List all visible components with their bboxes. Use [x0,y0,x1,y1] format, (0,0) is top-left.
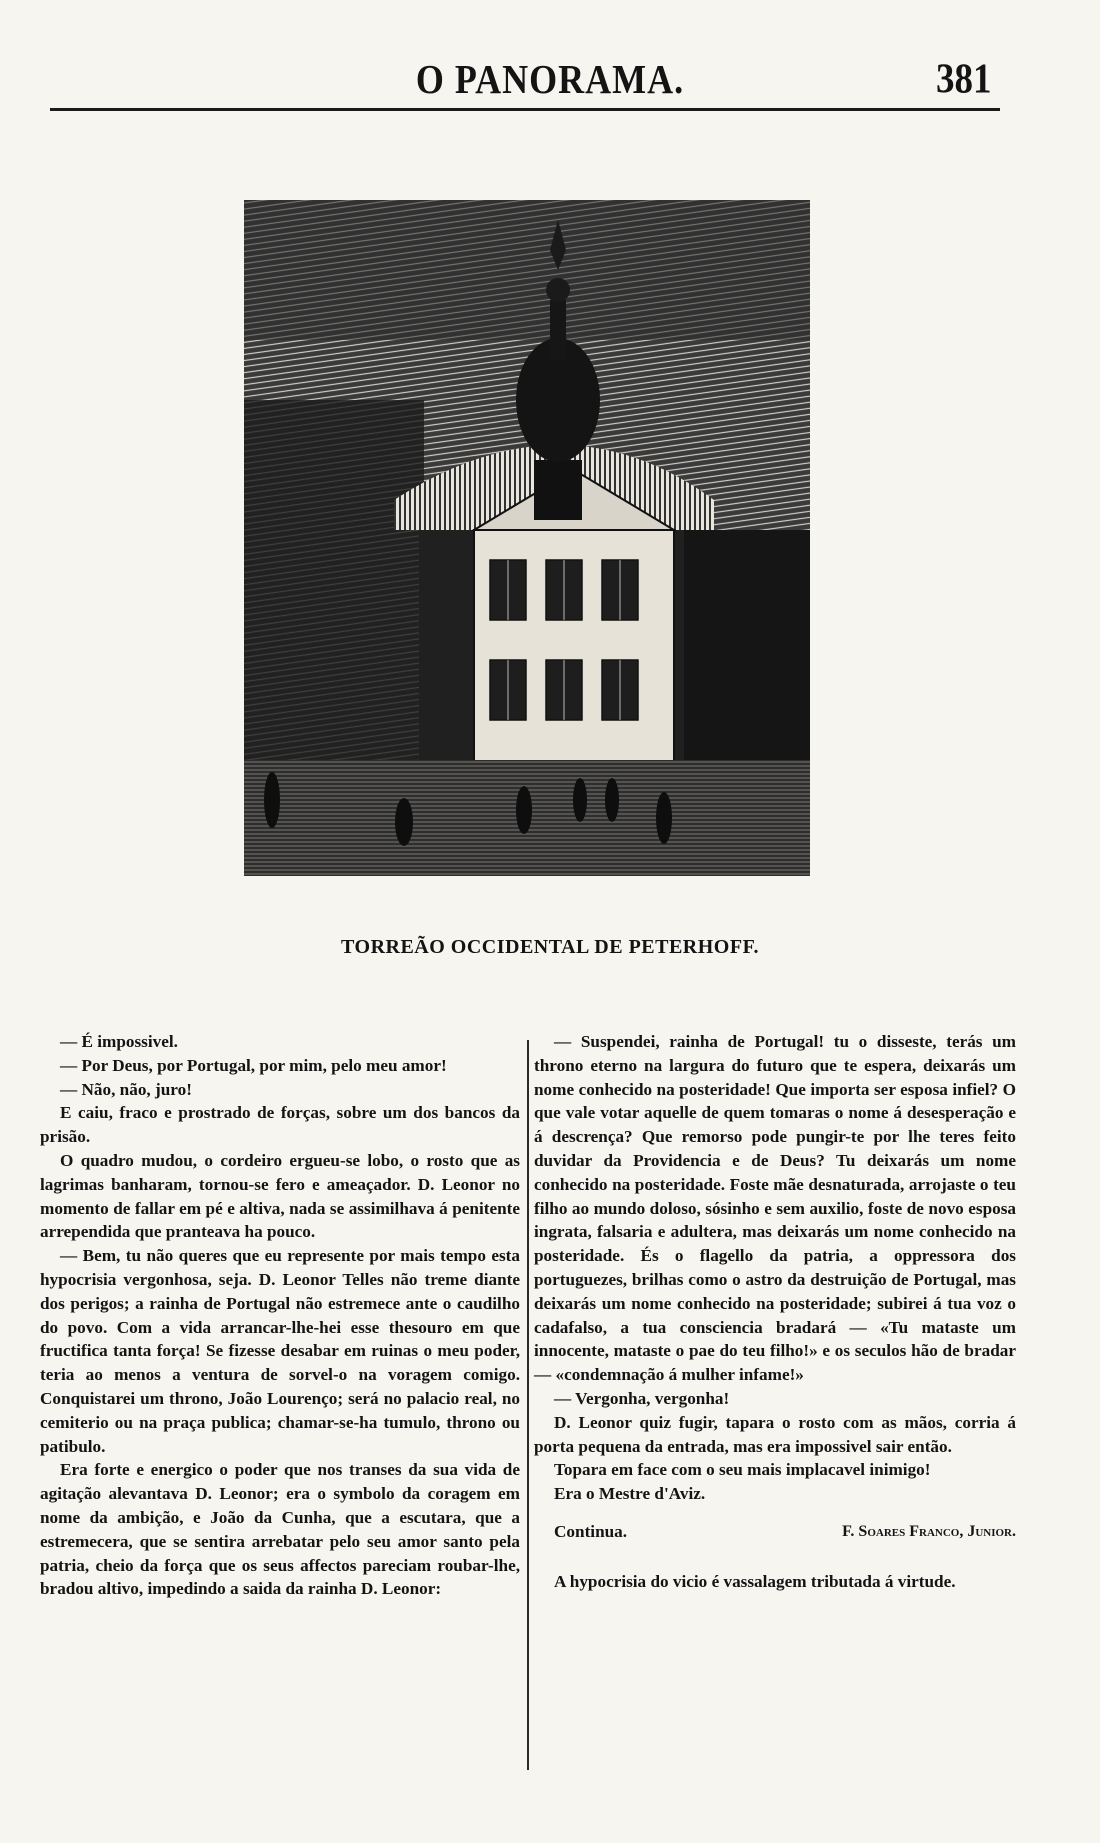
paragraph: O quadro mudou, o cordeiro ergueu-se lobo, o rosto que as lagrimas banharam, tornou-se fero e ameaçador. D. Leonor no momento de fallar em pé e altiva, nada se assimilhava á penitente arrependida que pranteava ha pouco. [40,1150,520,1242]
author-signature: F. Soares Franco, Junior. [842,1522,1016,1540]
paragraph: — É impossivel. [60,1032,178,1051]
paragraph: D. Leonor quiz fugir, tapara o rosto com as mãos, corria á porta pequena da entrada, mas era impossivel sair então. [534,1412,1016,1456]
right-column [534,1030,1016,1594]
paragraph: — Vergonha, vergonha! [554,1388,730,1408]
paragraph: — Bem, tu não queres que eu represente por mais tempo esta hypocrisia vergonhosa, seja. D. Leonor Telles não treme diante dos perigos; a rainha de Portugal não estremece ante o caudilho do povo. Com a vida arrancar-lhe-hei esse thesouro em que fructifica tanta força! Se fizesse desabar em ruinas o meu poder, teria ao menos a ventura de sorvel-o na voragem comigo. Conquistarei um throno, João Lourenço; será no palacio real, no cemiterio ou na praça publica; chamar-se-ha tumulo, throno ou patibulo. [40,1246,520,1456]
column-divider [527,1040,529,1770]
paragraph: — Por Deus, por Portugal, por mim, pelo meu amor! [60,1055,447,1075]
page-title: O PANORAMA. [415,56,685,102]
page-number: 381 [936,55,992,104]
peterhoff-tower-engraving [244,200,810,876]
illustration-caption: TORREÃO OCCIDENTAL DE PETERHOFF. [341,936,759,958]
paragraph: Era forte e energico o poder que nos transes da sua vida de agitação alevantava D. Leonor; era o symbolo da coragem em nome da ambição, e João da Cunha, que a escutara, que a estremecera, que se sentira arrebatar pelo seu amor santo pela patria, cheio da força que os seus affectos pareciam roubar-lhe, bradou altivo, impedindo a saida da rainha D. Leonor: [40,1460,520,1599]
paragraph: — Suspendei, rainha de Portugal! tu o disseste, terás um throno eterno na largura do futuro que te espera, deixarás um nome conhecido na posteridade! Que importa ser esposa infiel? O que vale votar aquelle de quem tomaras o nome á desesperação e á descrença? Que remorso pode pungir-te por lhe teres feito duvidar da Providencia e de Deus? Tu deixarás um nome conhecido na posteridade. Foste mãe desnaturada, arrojaste o teu filho ao mundo doloso, sósinho e sem auxilio, foste de novo esposa ingrata, falsaria e adultera, mas deixarás um nome conhecido na posteridade. És o flagello da patria, a oppressora dos portuguezes, brilhas como o astro da destruição de Portugal, mas deixarás um nome conhecido na posteridade; subirei á tua voz o cadafalso, a tua consciencia bradará — «Tu mataste um innocente, mataste o pae do teu filho!» e os seculos hão de bradar — «condemnação á mulher infame!» [534,1032,1016,1385]
paragraph: E caiu, fraco e prostrado de forças, sobre um dos bancos da prisão. [40,1103,520,1147]
epigraph: A hypocrisia do vicio é vassalagem tributada á virtude. [554,1571,956,1591]
left-column [40,1030,520,1601]
header-rule [50,108,1000,111]
paragraph: — Não, não, juro! [60,1079,192,1099]
continuation-note: Continua. [554,1521,628,1541]
paragraph: Era o Mestre d'Aviz. [554,1484,706,1504]
signature-line [534,1520,1016,1544]
paragraph: Topara em face com o seu mais implacavel inimigo! [554,1460,931,1480]
